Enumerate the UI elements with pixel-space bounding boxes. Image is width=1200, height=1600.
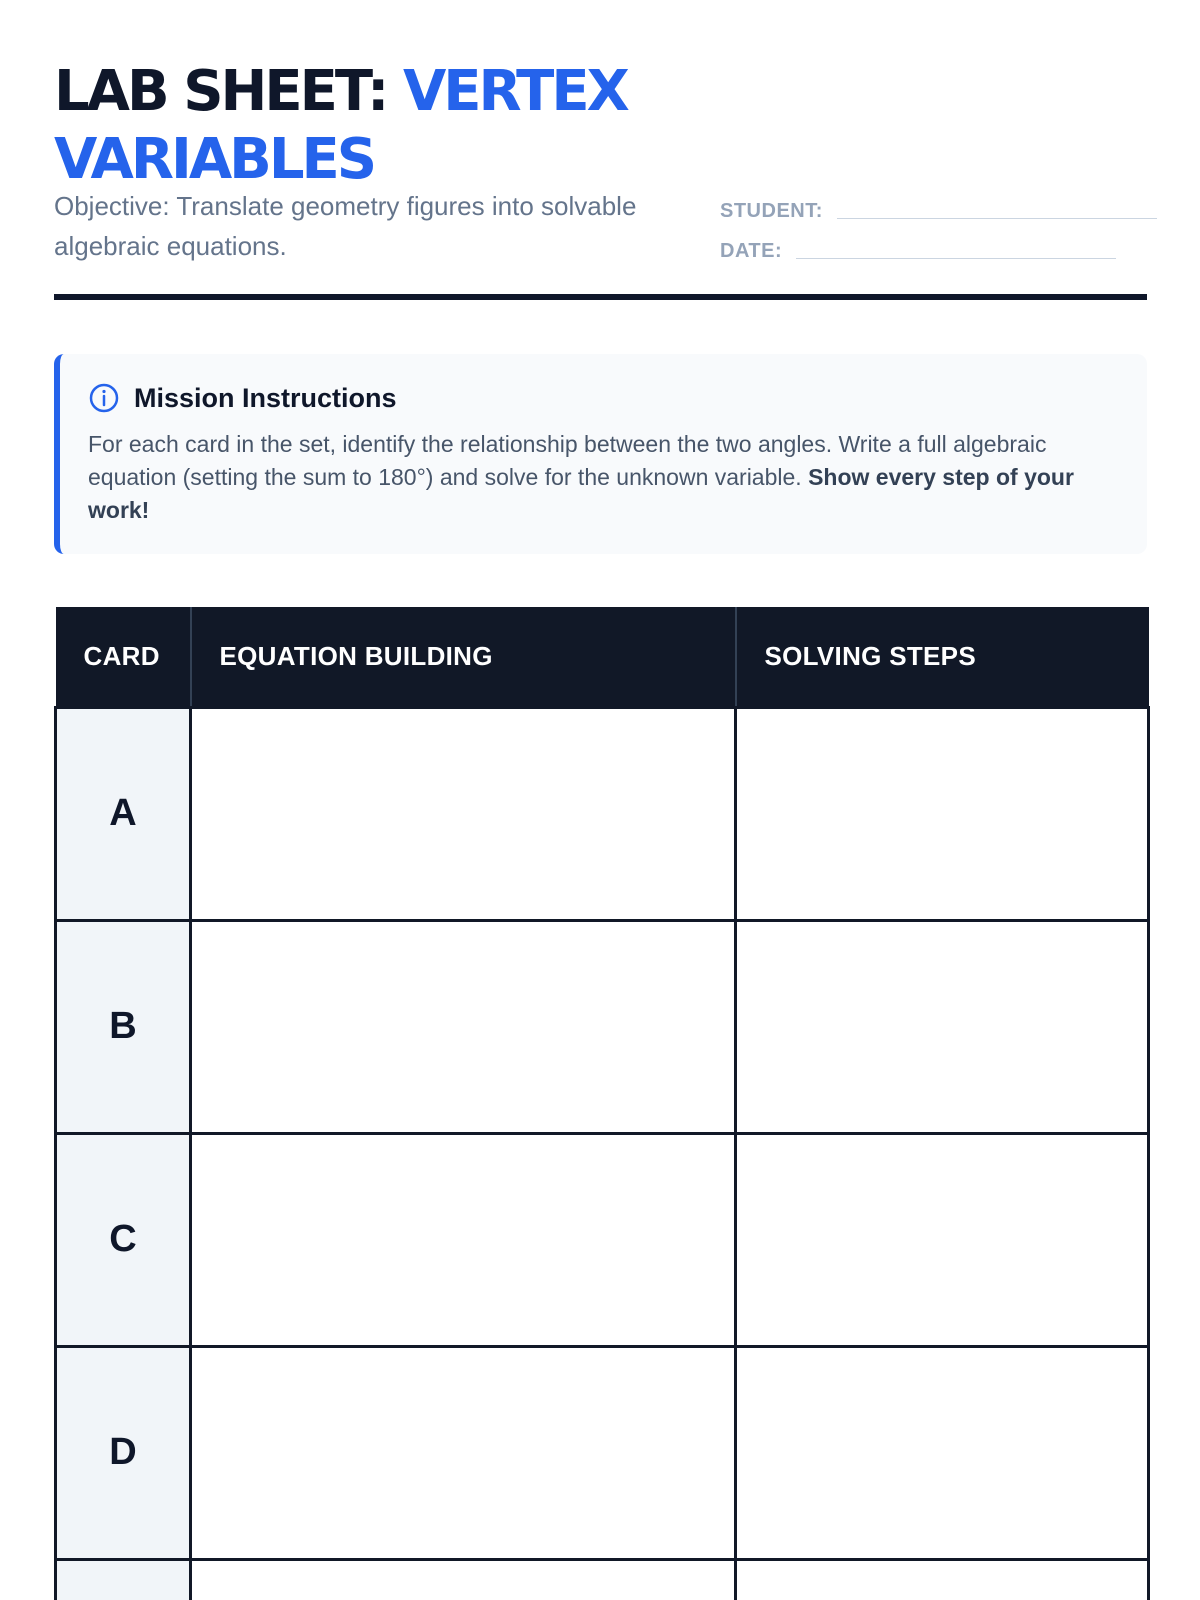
card-label bbox=[56, 1559, 191, 1600]
card-label: D bbox=[56, 1346, 191, 1559]
table-row bbox=[56, 920, 1149, 1133]
table-row bbox=[56, 1133, 1149, 1346]
card-label: B bbox=[56, 920, 191, 1133]
equation-cell[interactable] bbox=[191, 920, 736, 1133]
instructions-header bbox=[88, 382, 1115, 414]
header-solving-steps: SOLVING STEPS bbox=[736, 607, 1149, 707]
equation-cell[interactable] bbox=[191, 1346, 736, 1559]
solving-cell[interactable] bbox=[736, 1559, 1149, 1600]
header-card: CARD bbox=[56, 607, 191, 707]
instructions-title: Mission Instructions bbox=[134, 382, 397, 413]
lab-sheet-page bbox=[54, 0, 1147, 1600]
date-write-line[interactable] bbox=[796, 258, 1116, 259]
objective-text: Objective: Translate geometry figures into solvable algebraic equations. bbox=[54, 191, 637, 261]
card-label: C bbox=[56, 1133, 191, 1346]
title-accent: VERTEX VARIABLES bbox=[54, 59, 627, 192]
equation-cell[interactable] bbox=[191, 1559, 736, 1600]
solving-cell[interactable] bbox=[736, 1133, 1149, 1346]
page-title bbox=[54, 58, 774, 194]
instructions-box bbox=[54, 354, 1147, 554]
table-row bbox=[56, 1559, 1149, 1600]
table-header-row bbox=[56, 607, 1149, 707]
work-table bbox=[54, 607, 1150, 1600]
header-equation-building: EQUATION BUILDING bbox=[191, 607, 736, 707]
date-field[interactable] bbox=[720, 240, 1116, 263]
instructions-body bbox=[88, 428, 1115, 527]
instructions-emphasis: Show every step of your work! bbox=[88, 464, 1074, 523]
equation-cell[interactable] bbox=[191, 707, 736, 920]
solving-cell[interactable] bbox=[736, 707, 1149, 920]
info-icon bbox=[88, 382, 120, 414]
date-label: DATE: bbox=[720, 240, 783, 262]
student-field[interactable] bbox=[720, 200, 1157, 223]
instructions-text: For each card in the set, identify the relationship between the two angles. Write a full algebraic equation (setting the sum to 180°) and solve for the unknown variable. bbox=[88, 431, 1047, 490]
table-row bbox=[56, 707, 1149, 920]
student-write-line[interactable] bbox=[837, 218, 1157, 219]
solving-cell[interactable] bbox=[736, 1346, 1149, 1559]
card-label: A bbox=[56, 707, 191, 920]
solving-cell[interactable] bbox=[736, 920, 1149, 1133]
student-label: STUDENT: bbox=[720, 200, 823, 222]
title-prefix: LAB SHEET: bbox=[54, 59, 387, 124]
header-divider bbox=[54, 294, 1147, 300]
equation-cell[interactable] bbox=[191, 1133, 736, 1346]
table-row bbox=[56, 1346, 1149, 1559]
